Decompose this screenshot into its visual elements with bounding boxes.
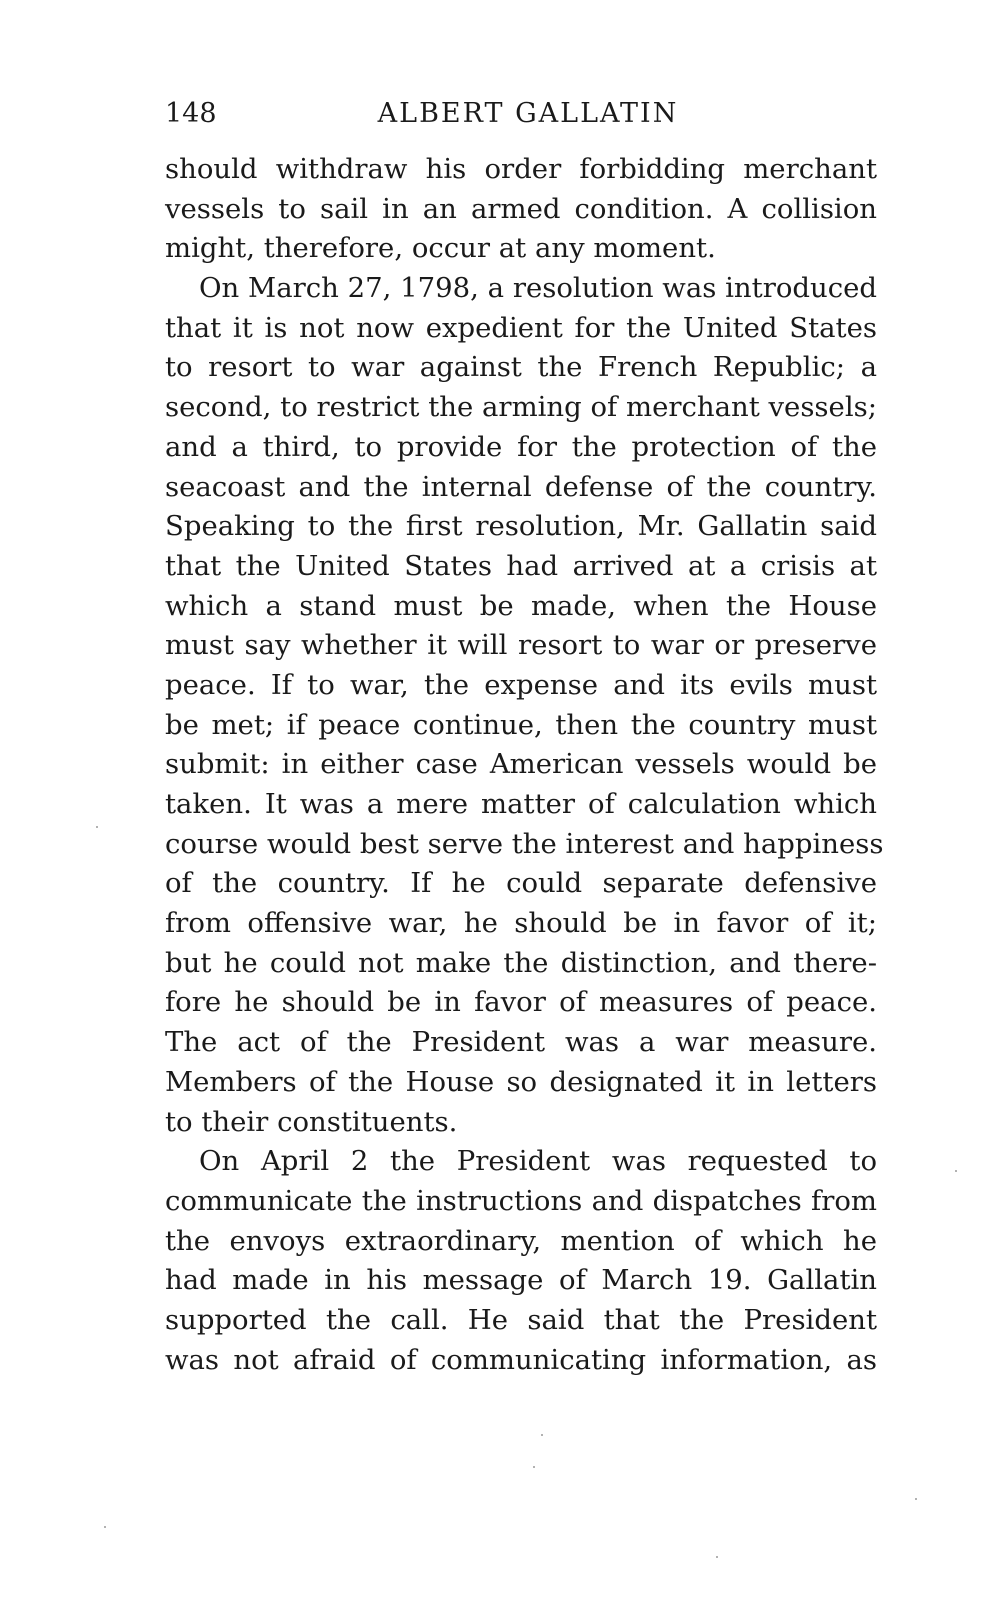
text-line: The act of the President was a war measure. (165, 1026, 877, 1059)
text-line: be met; if peace continue, then the country must (165, 708, 877, 741)
text-line: must say whether it will resort to war or preserve (165, 629, 877, 662)
text-line: course would best serve the interest and happiness (165, 827, 884, 860)
text-line: fore he should be in favor of measures of peace. (165, 986, 877, 1019)
text-line: to their constituents. (165, 1105, 458, 1138)
text-line: and a third, to provide for the protection of the (165, 430, 877, 463)
text-line: Speaking to the first resolution, Mr. Gallatin said (165, 510, 877, 543)
scan-speck (716, 1556, 718, 1558)
text-line: peace. If to war, the expense and its evils must (165, 668, 877, 701)
text-line: but he could not make the distinction, and there- (165, 946, 877, 979)
text-line: was not afraid of communicating information, as (165, 1343, 877, 1376)
text-line: On March 27, 1798, a resolution was introduced (199, 272, 877, 305)
running-head (165, 92, 877, 136)
text-line: seacoast and the internal defense of the country. (165, 470, 877, 503)
page-number: 148 (165, 98, 217, 129)
text-line: from offensive war, he should be in favor of it; (165, 907, 877, 940)
scan-speck (104, 1526, 106, 1528)
text-line: which a stand must be made, when the House (165, 589, 877, 622)
body-text (165, 150, 884, 1380)
text-line: of the country. If he could separate defensive (165, 867, 877, 900)
text-line: to resort to war against the French Republic; a (165, 351, 877, 384)
scan-speck (533, 1466, 535, 1468)
text-line: On April 2 the President was requested to (199, 1145, 877, 1178)
text-line: taken. It was a mere matter of calculation which (165, 788, 877, 820)
scan-speck (915, 1498, 917, 1500)
text-line: had made in his message of March 19. Gallatin (165, 1264, 877, 1297)
scan-speck (955, 1170, 957, 1172)
text-line: communicate the instructions and dispatches from (165, 1184, 877, 1217)
text-line: that the United States had arrived at a crisis at (165, 549, 877, 582)
running-title: ALBERT GALLATIN (377, 98, 679, 129)
text-line: submit: in either case American vessels would be (165, 748, 877, 781)
text-line: that it is not now expedient for the United States (165, 311, 877, 344)
text-line: Members of the House so designated it in letters (165, 1065, 877, 1098)
text-line: the envoys extraordinary, mention of which he (165, 1224, 877, 1257)
scan-speck (541, 1434, 543, 1436)
text-line: supported the call. He said that the President (165, 1303, 877, 1336)
text-line: second, to restrict the arming of merchant vessels; (165, 391, 877, 424)
scan-speck (96, 826, 98, 828)
text-line: vessels to sail in an armed condition. A collision (165, 192, 877, 225)
text-line: should withdraw his order forbidding merchant (165, 153, 877, 185)
text-line: might, therefore, occur at any moment. (165, 232, 716, 265)
